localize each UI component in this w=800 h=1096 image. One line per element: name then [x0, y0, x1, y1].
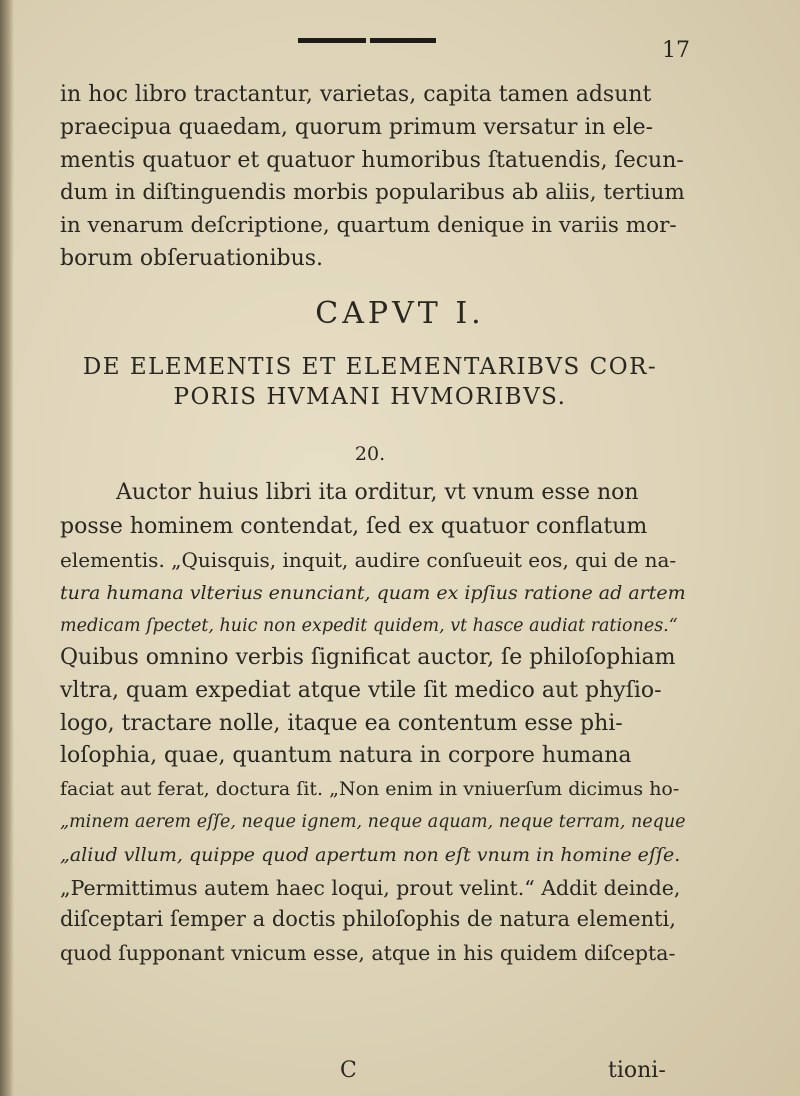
text-line: tura humana vlterius enunciant, quam ex ipſius ratione ad artem: [60, 582, 686, 604]
text-line: vltra, quam expediat atque vtile ſit medico aut phyſio-: [60, 678, 662, 703]
text-line: mentis quatuor et quatuor humoribus ſtatuendis, ſecun-: [60, 148, 684, 173]
catchword: tioni-: [608, 1058, 666, 1083]
section-number: 20.: [354, 443, 386, 465]
text-line: „aliud vllum, quippe quod apertum non eſt vnum in homine eſſe.: [60, 844, 681, 866]
text-line: Quibus omnino verbis ſignificat auctor, ſe philoſophiam: [60, 645, 676, 670]
text-line: quod ſupponant vnicum esse, atque in his quidem diſcepta-: [60, 941, 676, 965]
header-rule-left: [298, 38, 366, 43]
text-line: diſceptari ſemper a doctis philoſophis de natura elementi,: [60, 907, 676, 931]
text-line: praecipua quaedam, quorum primum versatur in ele-: [60, 115, 654, 140]
text-line: dum in diſtinguendis morbis popularibus ab aliis, tertium: [60, 180, 685, 205]
text-line: logo, tractare nolle, itaque ea contentum esse phi-: [60, 711, 623, 736]
text-line: posse hominem contendat, ſed ex quatuor conflatum: [60, 514, 648, 539]
chapter-heading: CAPVT I.: [315, 296, 485, 331]
text-line: Auctor huius libri ita orditur, vt vnum esse non: [116, 480, 639, 505]
header-rule-right: [370, 38, 436, 43]
text-line: „minem aerem eſſe, neque ignem, neque aquam, neque terram, neque: [60, 812, 686, 832]
chapter-title-line1: DE ELEMENTIS ET ELEMENTARIBVS COR-: [82, 354, 658, 380]
text-line: loſophia, quae, quantum natura in corpore humana: [60, 743, 632, 768]
text-line: faciat aut ferat, doctura ſit. „Non enim in vniuerſum dicimus ho-: [60, 778, 680, 800]
text-line: elementis. „Quisquis, inquit, audire conſueuit eos, qui de na-: [60, 548, 677, 572]
text-line: „Permittimus autem haec loqui, prout velint.“ Addit deinde,: [60, 876, 681, 900]
chapter-title-line2: PORIS HVMANI HVMORIBVS.: [173, 384, 567, 410]
text-line: in venarum deſcriptione, quartum denique in variis mor-: [60, 213, 677, 238]
page-number: 17: [662, 38, 690, 63]
signature-mark: C: [340, 1058, 357, 1083]
text-line: in hoc libro tractantur, varietas, capita tamen adsunt: [60, 82, 652, 107]
text-line: borum obſeruationibus.: [60, 246, 324, 271]
binding-gutter: [0, 0, 14, 1096]
text-line: medicam ſpectet, huic non expedit quidem, vt hasce audiat rationes.“: [60, 616, 678, 636]
